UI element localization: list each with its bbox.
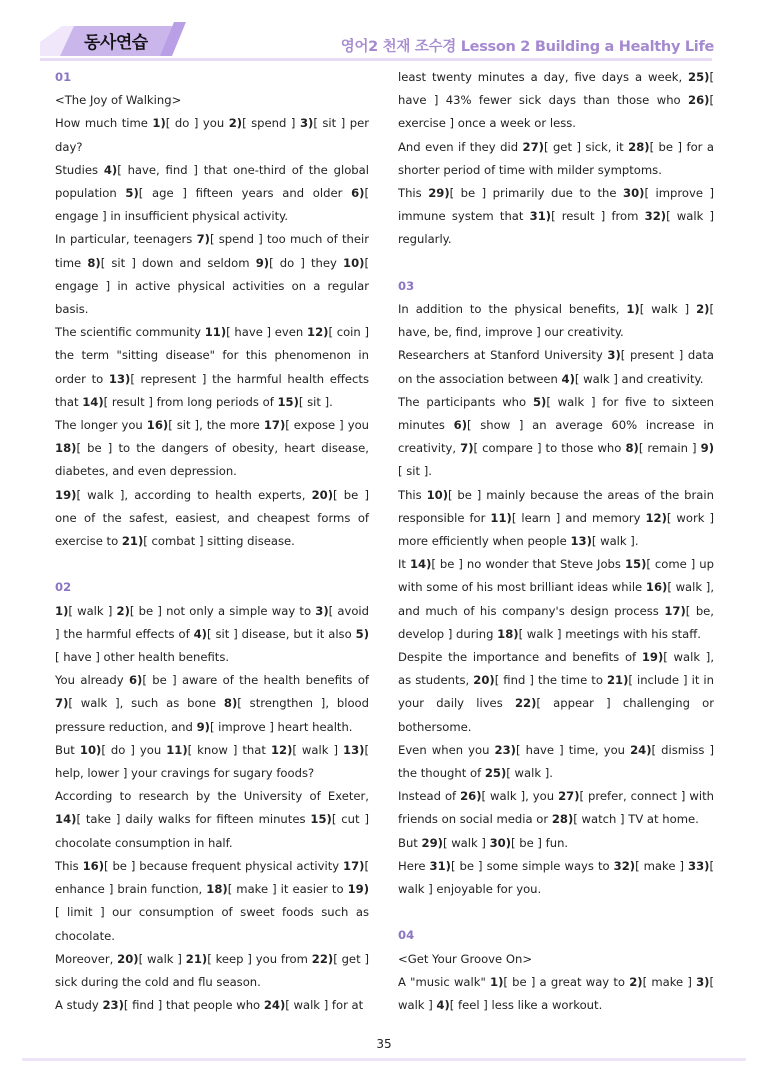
blank-number: 21) [185, 951, 208, 966]
paragraph [398, 553, 714, 646]
text-run: [ do ] you [165, 116, 229, 131]
blank-number: 26) [688, 93, 710, 108]
paragraph [55, 994, 369, 1017]
text-run: [ walk ] enjoyable for you. [398, 858, 714, 897]
blank-number: 22) [514, 696, 537, 711]
text-run: [ walk ] and creativity. [574, 371, 704, 386]
blank-number: 15) [624, 557, 647, 572]
text-run: [ help, lower ] your cravings for sugary foods? [55, 742, 369, 781]
blank-number: 28) [551, 812, 574, 827]
text-run: [ walk ] [292, 742, 344, 757]
paragraph [398, 832, 714, 855]
text-run: The longer you [55, 418, 147, 433]
text-run: [ appear ] challenging or bothersome. [398, 696, 715, 734]
text-run: It [398, 557, 410, 572]
text-run: [ spend ] [242, 116, 300, 131]
blank-number: 12) [645, 510, 667, 525]
text-run: [ have ] even [226, 325, 308, 340]
text-run: [ improve ] immune system that [398, 186, 714, 224]
text-run: [ exercise ] once a week or less. [398, 93, 714, 131]
blank-number: 8) [223, 696, 238, 711]
blank-number: 3) [299, 116, 314, 131]
text-run: [ find ] the time to [494, 673, 607, 688]
blank-number: 13) [108, 371, 131, 386]
text-run: [ be ] a great way to [503, 974, 630, 989]
blank-number: 15) [310, 812, 332, 827]
footer-divider [22, 1058, 746, 1061]
blank-number: 4) [436, 998, 450, 1013]
text-run: [ have, be, find, improve ] our creativity. [398, 302, 715, 340]
text-run: [ strengthen ], blood pressure reduction, and [55, 696, 369, 734]
text-run: [ sit ]. [298, 394, 333, 409]
blank-number: 2) [228, 116, 243, 131]
text-run: [ engage ] in insufficient physical activity. [55, 186, 369, 224]
blank-number: 17) [263, 418, 286, 433]
blank-number: 4) [561, 371, 575, 386]
text-run: [ walk ] for at [285, 998, 364, 1013]
text-run: [ result ] from long periods of [103, 394, 278, 409]
text-run: [ sit ] disease, but it also [206, 626, 356, 641]
text-run: [ make ] [635, 858, 689, 873]
text-run: [ be ] aware of the health benefits of [142, 673, 369, 688]
text-run: [ walk ] [442, 835, 490, 850]
blank-number: 7) [460, 441, 474, 456]
text-run: And even if they did [398, 139, 523, 154]
text-run: [ be ] some simple ways to [450, 858, 614, 873]
paragraph [398, 391, 714, 484]
blank-number: 8) [625, 441, 639, 456]
section-number: 04 [398, 928, 415, 943]
section-badge-label: 동사연습 [84, 33, 148, 53]
paragraph [55, 414, 369, 484]
paragraph [398, 136, 714, 182]
text-run: [ result ] from [551, 209, 645, 224]
text-run: The scientific community [55, 325, 205, 340]
paragraph [398, 344, 714, 390]
left-column [55, 66, 369, 1017]
paragraph [398, 971, 714, 1017]
blank-number: 6) [453, 418, 467, 433]
blank-number: 18) [55, 441, 77, 456]
blank-number: 18) [497, 626, 519, 641]
text-run: [ age ] fifteen years and older [138, 186, 352, 201]
text-run: [ cut ] chocolate consumption in half. [55, 812, 370, 850]
blank-number: 13) [343, 742, 365, 757]
blank-number: 20) [117, 951, 139, 966]
text-run: [ compare ] to those who [473, 441, 626, 456]
blank-number: 14) [82, 394, 104, 409]
blank-number: 20) [311, 487, 334, 502]
blank-number: 2) [629, 974, 643, 989]
blank-number: 10) [79, 742, 102, 757]
paragraph [55, 669, 369, 739]
text-run: [ come ] up with some of his most brilliant ideas while [398, 557, 714, 595]
text-run: [ make ] it easier to [227, 882, 348, 897]
text-run: Researchers at Stanford University [398, 348, 608, 363]
text-run: [ make ] [642, 974, 697, 989]
text-run: [ avoid ] the harmful effects of [55, 603, 369, 641]
blank-number: 29) [428, 186, 450, 201]
text-run: [ find ] that people who [123, 998, 264, 1013]
blank-number: 17) [664, 603, 686, 618]
blank-number: 3) [607, 348, 621, 363]
text-run: The participants who [398, 394, 533, 409]
text-run: [ walk ], such as bone [68, 696, 224, 711]
blank-number: 16) [645, 580, 668, 595]
paragraph [55, 112, 369, 158]
text-run: [ walk ] regularly. [398, 209, 714, 247]
section-number: 03 [398, 278, 415, 293]
blank-number: 2) [116, 603, 130, 618]
passage-title: <Get Your Groove On> [398, 951, 533, 966]
paragraph [398, 785, 714, 831]
text-run: [ sit ] per day? [55, 116, 369, 154]
text-run: Moreover, [55, 951, 118, 966]
blank-number: 30) [623, 186, 645, 201]
text-run: [ walk ], you [481, 789, 559, 804]
paragraph [398, 855, 714, 901]
blank-number: 12) [307, 325, 329, 340]
blank-number: 32) [644, 209, 667, 224]
text-run: [ watch ] TV at home. [573, 812, 699, 827]
paragraph [398, 298, 714, 344]
text-run: [ walk ] [138, 951, 186, 966]
text-run: [ dismiss ] the thought of [398, 742, 714, 781]
text-run: Despite the importance and benefits of [398, 650, 642, 665]
text-run: [ include ] it in your daily lives [398, 673, 714, 711]
text-run: [ know ] that [187, 742, 271, 757]
text-run: [ remain ] [638, 441, 701, 456]
text-run: [ enhance ] brain function, [55, 858, 369, 897]
text-run: But [398, 835, 422, 850]
blank-number: 18) [206, 882, 228, 897]
text-run: [ walk ] for five to sixteen minutes [398, 394, 714, 433]
text-run: [ present ] data on the association between [398, 348, 714, 386]
text-run: This [398, 186, 429, 201]
blank-number: 6) [351, 186, 365, 201]
blank-number: 32) [613, 858, 636, 873]
blank-number: 11) [166, 742, 188, 757]
text-run: [ do ] you [101, 742, 167, 757]
blank-number: 14) [55, 812, 77, 827]
blank-number: 11) [490, 510, 512, 525]
blank-number: 30) [489, 835, 512, 850]
blank-number: 10) [426, 487, 449, 502]
text-run: Instead of [398, 789, 461, 804]
page-title: 영어2 천재 조수경 Lesson 2 Building a Healthy Life [340, 39, 714, 55]
text-run: This [398, 487, 427, 502]
text-run: least twenty minutes a day, five days a week, [398, 70, 689, 84]
blank-number: 7) [196, 232, 210, 247]
blank-number: 24) [630, 742, 652, 757]
blank-number: 31) [429, 858, 451, 873]
blank-number: 27) [558, 789, 580, 804]
text-run: [ coin ] the term "sitting disease" for this phenomenon in order to [55, 325, 369, 386]
text-run: [ limit ] our consumption of sweet foods such as chocolate. [55, 905, 369, 943]
text-run: You already [55, 673, 129, 688]
text-run: [ combat ] sitting disease. [143, 534, 295, 549]
paragraph [55, 948, 369, 994]
paragraph [398, 182, 714, 252]
text-run: [ work ] more efficiently when people [398, 510, 714, 549]
blank-number: 6) [128, 673, 143, 688]
text-run: [ walk ], according to health experts, [76, 487, 312, 502]
blank-number: 27) [522, 139, 544, 154]
text-run: [ have, find ] that one-third of the global population [55, 162, 369, 201]
text-run: [ be ] not only a simple way to [129, 603, 316, 618]
text-run: Studies [55, 162, 104, 177]
blank-number: 33) [688, 858, 710, 873]
text-run: But [55, 742, 80, 757]
paragraph [55, 228, 369, 321]
spacer [55, 553, 369, 576]
header-divider [40, 58, 712, 61]
blank-number: 19) [347, 882, 370, 897]
blank-number: 16) [82, 858, 105, 873]
text-run: [ get ] sick during the cold and flu season. [55, 951, 369, 989]
text-run: [ be, develop ] during [398, 603, 714, 641]
blank-number: 5) [532, 394, 547, 409]
blank-number: 31) [529, 209, 552, 224]
blank-number: 1) [55, 603, 69, 618]
right-column [398, 66, 714, 1017]
text-run: [ expose ] you [285, 418, 370, 433]
text-run: How much time [55, 116, 153, 131]
paragraph [55, 785, 369, 855]
text-run: Here [398, 858, 430, 873]
text-run: [ feel ] less like a workout. [449, 998, 603, 1013]
blank-number: 26) [460, 789, 482, 804]
text-run: [ spend ] too much of their time [55, 232, 370, 270]
paragraph [55, 321, 369, 414]
paragraph [398, 646, 714, 739]
blank-number: 21) [121, 534, 144, 549]
text-run: [ walk ], as students, [398, 650, 715, 688]
text-run: [ walk ], and much of his company's design process [398, 580, 715, 618]
text-run: [ have ] other health benefits. [55, 650, 230, 665]
blank-number: 4) [193, 626, 207, 641]
text-run: [ keep ] you from [207, 951, 312, 966]
text-run: [ be ] no wonder that Steve Jobs [431, 557, 625, 572]
blank-number: 9) [196, 719, 210, 734]
text-run: [ be ] for a shorter period of time with milder symptoms. [398, 139, 714, 177]
blank-number: 10) [343, 255, 365, 270]
text-run: [ be ] fun. [511, 835, 569, 850]
blank-number: 28) [628, 139, 650, 154]
text-run: [ sit ]. [398, 464, 432, 479]
text-run: [ walk ]. [591, 534, 639, 549]
text-run: In addition to the physical benefits, [398, 302, 627, 317]
text-run: In particular, teenagers [55, 232, 197, 247]
blank-number: 25) [688, 70, 710, 84]
blank-number: 13) [570, 534, 592, 549]
blank-number: 5) [125, 186, 139, 201]
text-run: [ walk ] meetings with his staff. [518, 626, 701, 641]
blank-number: 9) [700, 441, 714, 456]
text-run: [ have ] 43% fewer sick days than those who [398, 70, 714, 108]
blank-number: 24) [263, 998, 286, 1013]
blank-number: 16) [146, 418, 169, 433]
text-run: According to research by the University of Exeter, [55, 789, 369, 804]
blank-number: 11) [204, 325, 227, 340]
passage-title: <The Joy of Walking> [55, 93, 182, 108]
text-run: [ prefer, connect ] with friends on social media or [398, 789, 714, 827]
paragraph [398, 66, 714, 136]
paragraph [398, 739, 714, 785]
blank-number: 1) [626, 302, 640, 317]
text-run: [ be ] because frequent physical activity [104, 858, 344, 873]
text-run: [ be ] to the dangers of obesity, heart disease, diabetes, and even depression. [55, 441, 369, 479]
blank-number: 14) [409, 557, 432, 572]
text-run: [ improve ] heart health. [209, 719, 353, 734]
blank-number: 19) [641, 650, 664, 665]
text-run: [ learn ] and memory [511, 510, 646, 525]
blank-number: 9) [255, 255, 270, 270]
spacer [398, 252, 714, 275]
section-number: 02 [55, 580, 72, 595]
blank-number: 29) [421, 835, 443, 850]
paragraph [55, 600, 369, 670]
blank-number: 1) [152, 116, 166, 131]
paragraph [55, 159, 369, 229]
section-number: 01 [55, 70, 72, 84]
text-run: Even when you [398, 742, 495, 757]
text-run: [ be ] mainly because the areas of the brain responsible for [398, 487, 714, 525]
blank-number: 7) [55, 696, 69, 711]
text-run: [ walk ] [68, 603, 117, 618]
blank-number: 20) [473, 673, 495, 688]
text-run: [ walk ] [639, 302, 697, 317]
spacer [398, 901, 714, 924]
paragraph [55, 855, 369, 948]
paragraph [55, 739, 369, 785]
blank-number: 3) [315, 603, 329, 618]
blank-number: 17) [343, 858, 365, 873]
blank-number: 23) [494, 742, 516, 757]
paragraph [55, 484, 369, 554]
text-run: [ have ] time, you [515, 742, 631, 757]
text-run: [ be ] primarily due to the [449, 186, 624, 201]
text-run: [ show ] an average 60% increase in creativity, [398, 418, 714, 456]
blank-number: 5) [355, 626, 369, 641]
blank-number: 22) [311, 951, 334, 966]
text-run: [ walk ]. [506, 766, 553, 781]
blank-number: 3) [696, 974, 710, 989]
text-run: [ walk ] [398, 974, 714, 1013]
blank-number: 15) [277, 394, 299, 409]
page-number: 35 [376, 1037, 392, 1051]
blank-number: 23) [102, 998, 124, 1013]
text-run: A "music walk" [398, 974, 491, 989]
text-run: [ take ] daily walks for fifteen minutes [76, 812, 311, 827]
text-run: [ represent ] the harmful health effects that [55, 371, 369, 409]
blank-number: 19) [55, 487, 77, 502]
text-run: [ sit ], the more [168, 418, 264, 433]
blank-number: 4) [103, 162, 118, 177]
blank-number: 1) [490, 974, 504, 989]
blank-number: 21) [606, 673, 629, 688]
text-run: [ be ] one of the safest, easiest, and cheapest forms of exercise to [55, 487, 369, 549]
text-run: This [55, 858, 83, 873]
blank-number: 8) [87, 255, 101, 270]
paragraph [398, 484, 714, 554]
text-run: [ get ] sick, it [543, 139, 629, 154]
text-run: [ do ] they [269, 255, 344, 270]
blank-number: 25) [484, 766, 507, 781]
text-run: A study [55, 998, 103, 1013]
blank-number: 12) [270, 742, 293, 757]
text-run: [ engage ] in active physical activities on a regular basis. [55, 255, 369, 317]
blank-number: 2) [696, 302, 710, 317]
text-run: [ sit ] down and seldom [100, 255, 256, 270]
page-header [0, 0, 768, 64]
